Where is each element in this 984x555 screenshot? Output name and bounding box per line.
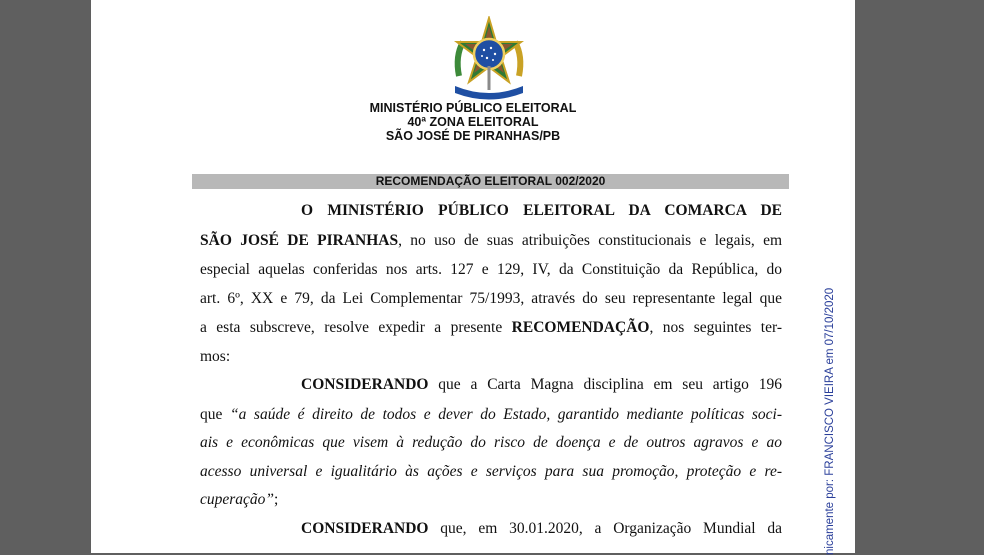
- body-line-5: [200, 318, 782, 346]
- body-line-6: mos:: [200, 348, 231, 365]
- recommendation-title: RECOMENDAÇÃO ELEITORAL 002/2020: [192, 174, 789, 189]
- quote-text: “a saúde é direito de todos e dever do Estado, garantido mediante políticas soci-: [229, 406, 782, 423]
- body-line-3: especial aquelas conferidas nos arts. 127 e 129, IV, da Constituição da República, do: [200, 261, 782, 278]
- body-text: que a Carta Magna disciplina em seu artigo 196: [438, 376, 782, 393]
- header-city: SÃO JOSÉ DE PIRANHAS/PB: [385, 129, 561, 143]
- header-ministry: MINISTÉRIO PÚBLICO ELEITORAL: [369, 101, 577, 115]
- body-text: a esta subscreve, resolve expedir a presente: [200, 319, 503, 336]
- body-text: , no uso de suas atribuições constitucionais e legais, em: [398, 232, 782, 249]
- city-name: SÃO JOSÉ DE PIRANHAS: [200, 232, 399, 249]
- body-text: , nos seguintes ter-: [649, 319, 782, 336]
- body-text: ;: [274, 491, 279, 508]
- recommendation-word: RECOMENDAÇÃO: [511, 319, 650, 336]
- body-text: que, em 30.01.2020, a Organização Mundial da: [440, 520, 782, 537]
- body-line-4: art. 6º, XX e 79, da Lei Complementar 75/1993, através do seu representante legal que: [200, 290, 782, 307]
- body-line-8: [200, 405, 782, 433]
- body-line-10: acesso universal e igualitário às ações e serviços para sua promoção, proteção e re-: [200, 463, 782, 480]
- document-page: [91, 0, 855, 553]
- body-line-9: ais e econômicas que visem à redução do risco de doença e de outros agravos e ao: [200, 434, 782, 451]
- digital-signature-stamp: nicamente por: FRANCISCO VIEIRA em 07/10/2020: [824, 287, 836, 555]
- body-line-2: [200, 231, 782, 259]
- body-line-12: [301, 519, 782, 547]
- considerando-label: CONSIDERANDO: [301, 376, 429, 393]
- body-text: que: [200, 406, 223, 423]
- body-line-1: O MINISTÉRIO PÚBLICO ELEITORAL DA COMARCA DE: [301, 202, 782, 219]
- body-line-11: [200, 490, 782, 518]
- body-line-7: [301, 375, 782, 403]
- coat-of-arms-emblem: [449, 16, 529, 100]
- quote-text: cuperação”: [200, 491, 275, 508]
- considerando-label: CONSIDERANDO: [301, 520, 429, 537]
- header-zone: 40ª ZONA ELEITORAL: [407, 115, 539, 129]
